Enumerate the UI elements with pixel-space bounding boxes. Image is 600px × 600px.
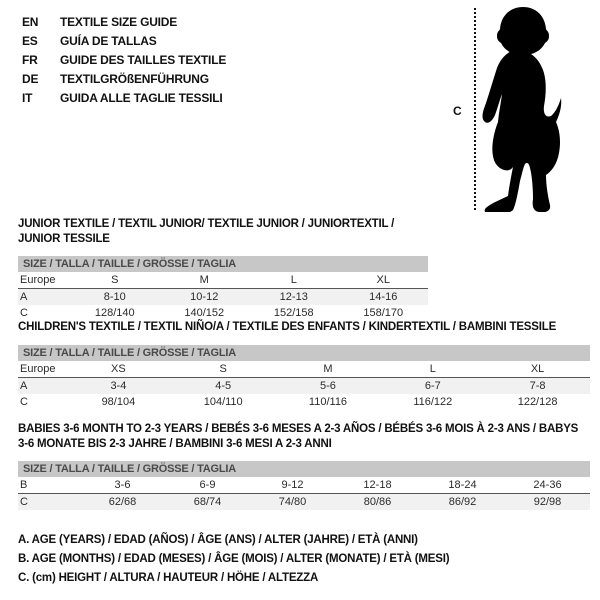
language-label: TEXTILE SIZE GUIDE	[60, 15, 178, 29]
table-cell: 92/98	[533, 496, 562, 508]
table-cell: 110/116	[308, 395, 348, 408]
table-cell: 14-16	[369, 291, 398, 303]
footnote-line: A. AGE (YEARS) / EDAD (AÑOS) / ÂGE (ANS) / ALTER (JAHRE) / ETÀ (ANNI)	[18, 534, 418, 546]
table-title: CHILDREN'S TEXTILE / TEXTIL NIÑO/A / TEXTILE DES ENFANTS / KINDERTEXTIL / BAMBINI TESSILE	[18, 321, 557, 333]
table-cell: L	[429, 362, 436, 375]
table-cell: M	[199, 274, 209, 286]
table-cell: 80/86	[363, 496, 392, 508]
table-cell: XS	[111, 362, 126, 375]
language-label: GUÍA DE TALLAS	[60, 34, 157, 48]
row-label: C	[20, 395, 28, 408]
table-cell: 18-24	[448, 479, 477, 491]
baby-silhouette-icon	[481, 4, 565, 212]
size-header-bar: SIZE / TALLA / TAILLE / GRÖSSE / TAGLIA	[18, 256, 428, 272]
table-row	[18, 494, 590, 510]
language-code: IT	[22, 91, 33, 105]
table-cell: 158/170	[363, 307, 404, 319]
table-cell: 8-10	[103, 291, 126, 303]
table-title: JUNIOR TEXTILE / TEXTIL JUNIOR/ TEXTILE JUNIOR / JUNIORTEXTIL / JUNIOR TESSILE	[18, 218, 395, 245]
language-row	[22, 51, 226, 70]
row-label: C	[20, 496, 28, 508]
table-row	[18, 361, 590, 378]
table-cell: 98/104	[101, 395, 136, 408]
table-cell: 68/74	[193, 496, 222, 508]
table-title: BABIES 3-6 MONTH TO 2-3 YEARS / BEBÉS 3-6 MESES A 2-3 AÑOS / BÉBÉS 3-6 MOIS À 2-3 ANS / BABYS 3-6 MONATE BIS 2-3 JAHRE / BAMBINI 3-6 MESI A 2-3 ANNI	[18, 423, 579, 450]
table-cell: 9-12	[281, 479, 304, 491]
table-cell: 24-36	[533, 479, 562, 491]
table-cell: 5-6	[320, 379, 336, 392]
height-measure-label: C	[453, 104, 462, 118]
size-header-bar: SIZE / TALLA / TAILLE / GRÖSSE / TAGLIA	[18, 345, 590, 361]
table-cell: 3-6	[114, 479, 131, 491]
table-cell: 128/140	[94, 307, 135, 319]
table-cell: 116/122	[413, 395, 453, 408]
table-cell: 7-8	[529, 379, 546, 392]
row-label: B	[20, 479, 28, 491]
size-header-bar: SIZE / TALLA / TAILLE / GRÖSSE / TAGLIA	[18, 461, 590, 477]
language-list	[22, 13, 226, 108]
language-code: FR	[22, 53, 38, 67]
table-cell: 86/92	[448, 496, 477, 508]
language-row	[22, 70, 226, 89]
table-cell: 12-18	[363, 479, 392, 491]
table-cell: 4-5	[215, 379, 232, 392]
table-row	[18, 272, 428, 289]
table-cell: 6-7	[424, 379, 441, 392]
table-cell: 122/128	[517, 395, 558, 408]
table-cell: XL	[376, 274, 390, 286]
table-cell: 152/158	[273, 307, 314, 319]
language-code: ES	[22, 34, 38, 48]
language-row	[22, 32, 226, 51]
table-cell: 104/110	[203, 395, 243, 408]
size-table	[18, 320, 590, 410]
table-row	[18, 289, 428, 305]
language-row	[22, 13, 226, 32]
row-label: A	[20, 291, 28, 303]
table-cell: L	[290, 274, 297, 286]
baby-figure	[440, 0, 600, 220]
table-cell: 6-9	[199, 479, 216, 491]
size-table	[18, 217, 428, 321]
footnote-line: C. (cm) HEIGHT / ALTURA / HAUTEUR / HÖHE / ALTEZZA	[18, 572, 319, 584]
table-cell: XL	[530, 362, 545, 375]
language-code: DE	[22, 72, 39, 86]
table-cell: 62/68	[108, 496, 137, 508]
table-cell: 3-4	[110, 379, 127, 392]
language-code: EN	[22, 15, 39, 29]
language-row	[22, 89, 226, 108]
table-row	[18, 477, 590, 494]
table-cell: 10-12	[190, 291, 219, 303]
table-cell: 74/80	[278, 496, 307, 508]
table-cell: 12-13	[279, 291, 308, 303]
table-row	[18, 378, 590, 394]
table-cell: S	[219, 362, 227, 375]
table-cell: M	[323, 362, 333, 375]
height-measure-dotted-line	[474, 8, 476, 210]
footnote-line: B. AGE (MONTHS) / EDAD (MESES) / ÂGE (MOIS) / ALTER (MONATE) / ETÀ (MESI)	[18, 553, 450, 565]
size-table	[18, 422, 590, 510]
table-cell: 140/152	[184, 307, 225, 319]
language-label: GUIDA ALLE TAGLIE TESSILI	[60, 91, 223, 105]
table-cell: S	[111, 274, 119, 286]
language-label: TEXTILGRÖßENFÜHRUNG	[60, 72, 209, 86]
row-label: Europe	[20, 274, 56, 286]
row-label: C	[20, 307, 28, 319]
table-row	[18, 394, 590, 410]
row-label: A	[20, 379, 28, 392]
table-row	[18, 305, 428, 321]
footnotes	[18, 531, 449, 588]
row-label: Europe	[20, 362, 56, 375]
language-label: GUIDE DES TAILLES TEXTILE	[60, 53, 227, 67]
